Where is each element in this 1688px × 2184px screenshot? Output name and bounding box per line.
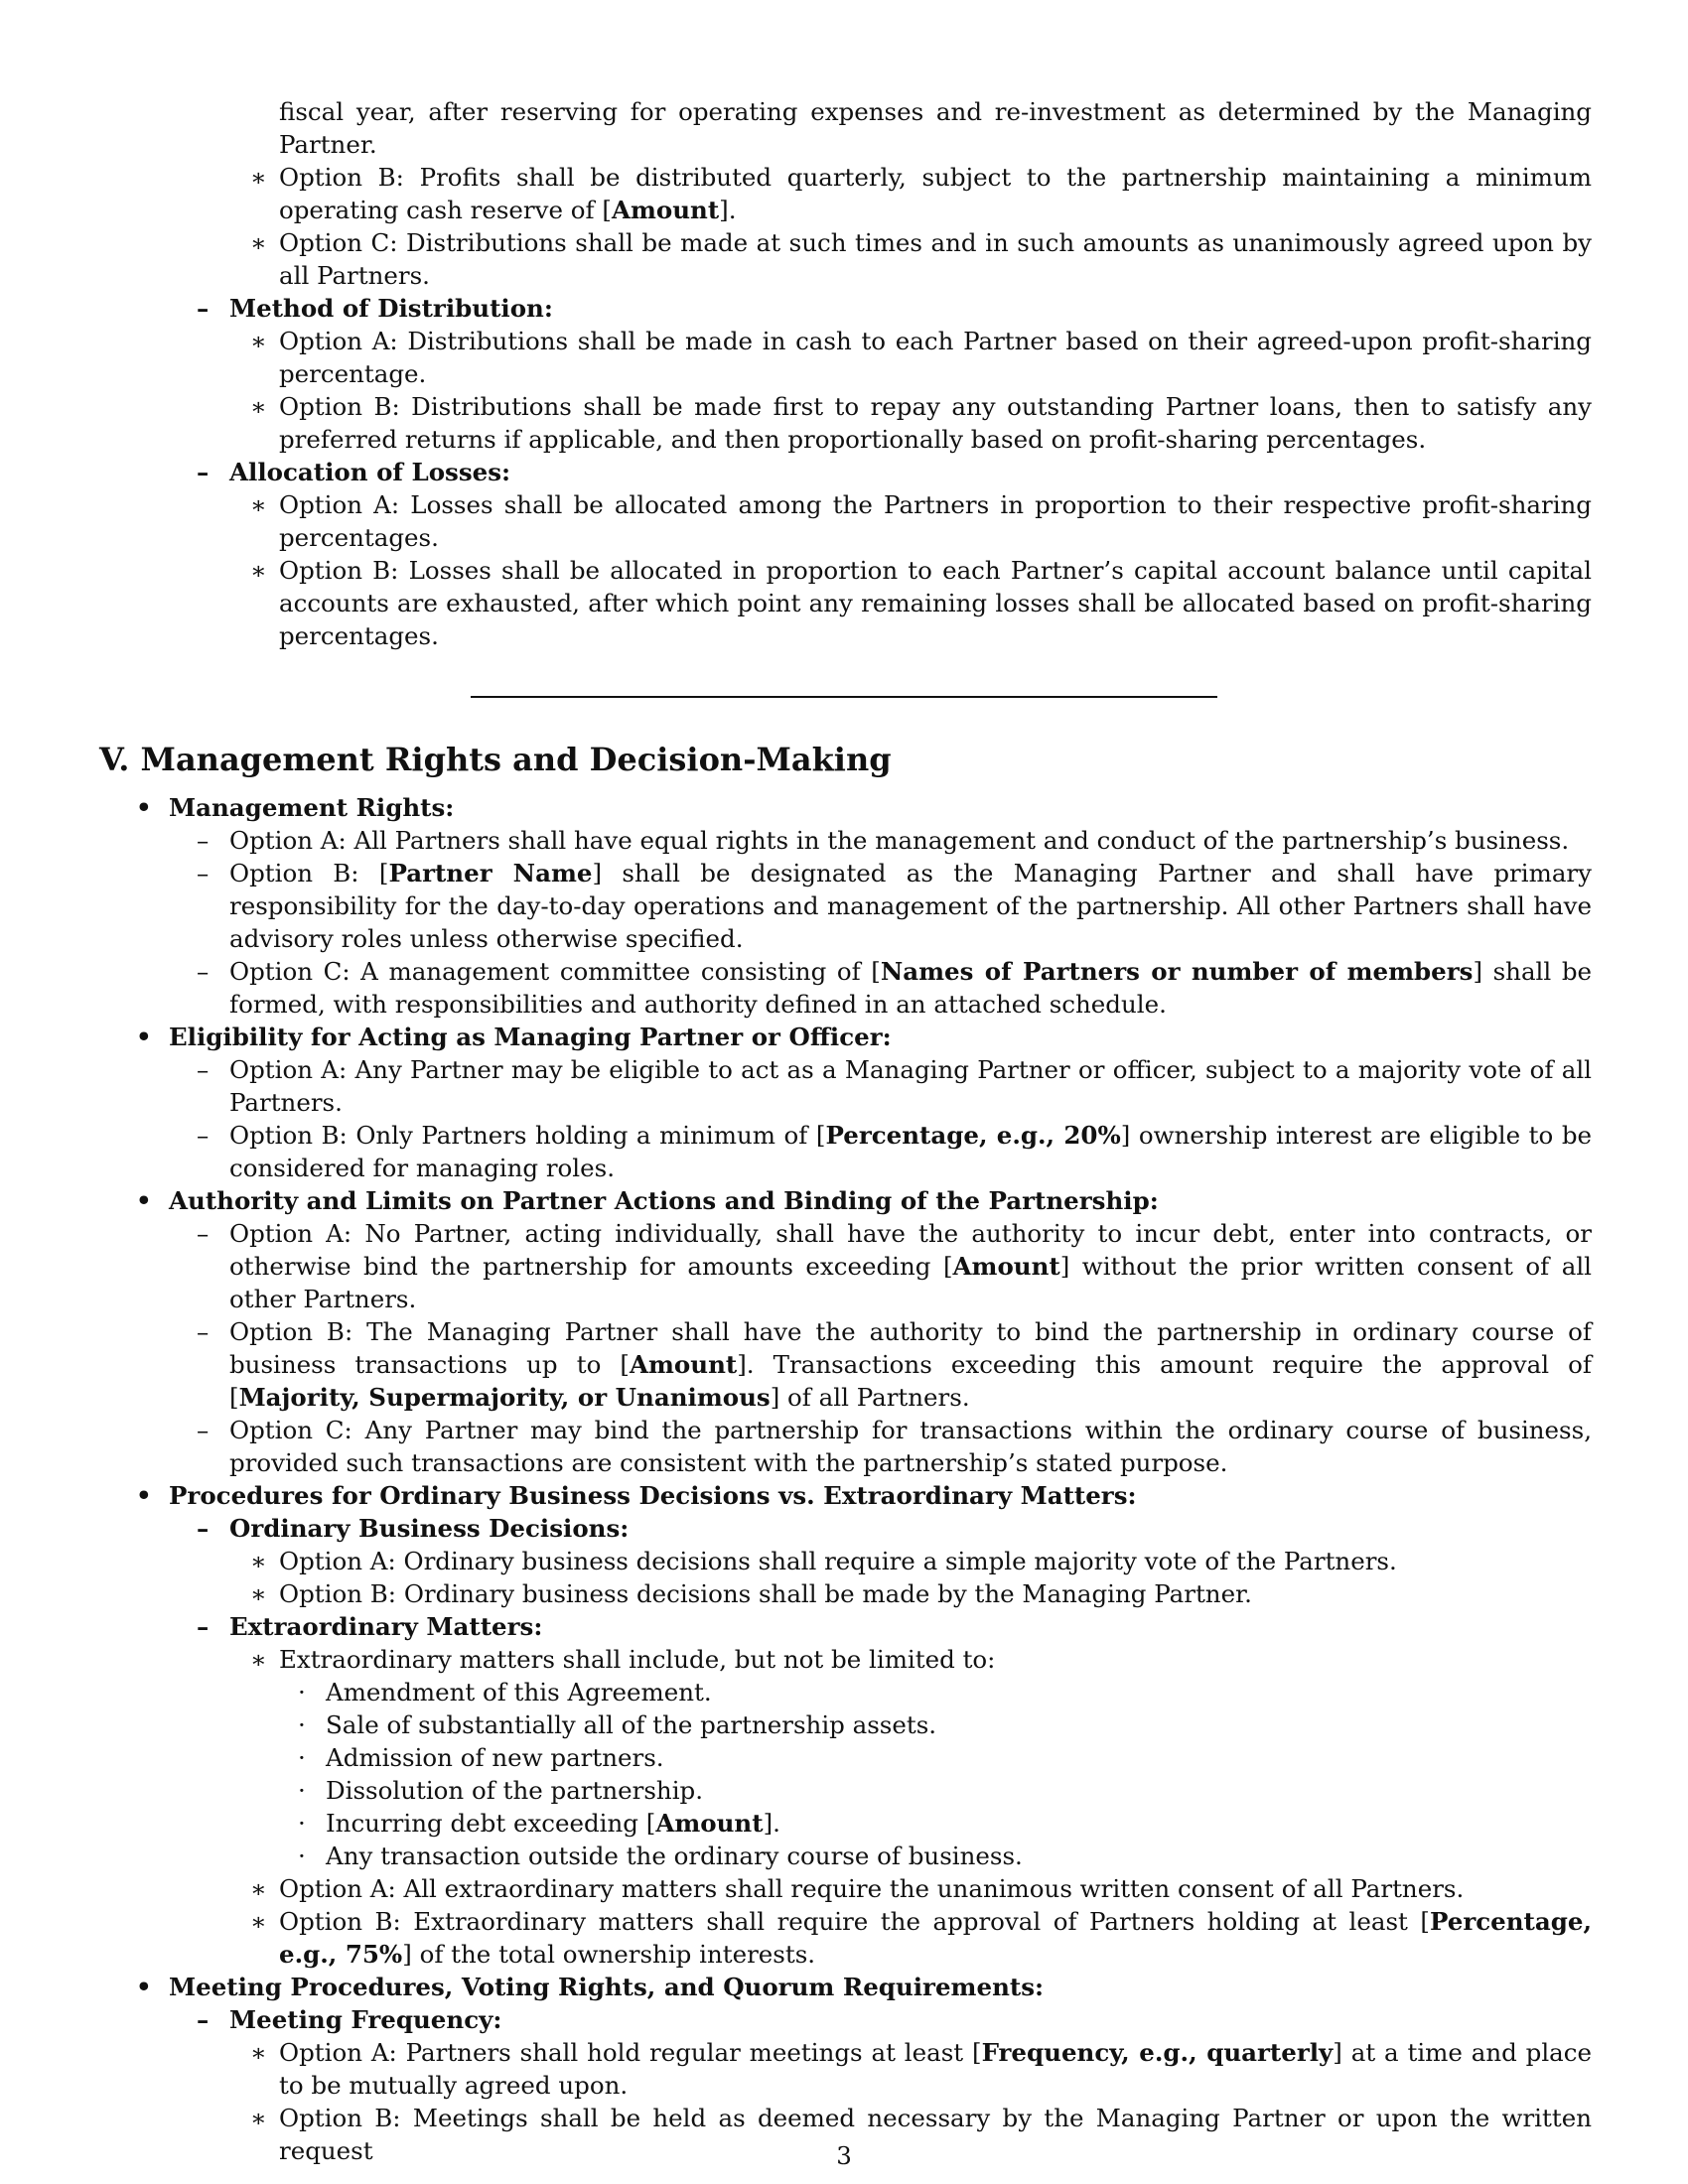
subheading-method-of-distribution: – Method of Distribution: [197,294,553,323]
list-item: · Any transaction outside the ordinary course of business. [298,1842,1023,1870]
star-marker: ∗ [250,228,267,257]
subheading-extraordinary-matters: – Extraordinary Matters: [197,1612,543,1641]
dash-marker: – [197,826,210,855]
option-item: ∗ Option B: Profits shall be distributed quarterly, subject to the partnership maintaining a minimum operating cash reserve of [Amount]. [250,163,1592,224]
star-marker: ∗ [250,2104,267,2132]
dash-marker: – [197,1055,210,1084]
bullet-marker: • [136,1023,152,1051]
heading-procedures: • Procedures for Ordinary Business Decisions vs. Extraordinary Matters: [136,1481,1137,1510]
page-number: 3 [836,2141,852,2170]
heading-management-rights: • Management Rights: [136,793,455,822]
dot-marker: · [298,1809,306,1838]
star-marker: ∗ [250,1547,267,1575]
star-marker: ∗ [250,392,267,421]
option-item: ∗ Option A: All extraordinary matters shall require the unanimous written consent of all Partners. [250,1874,1465,1903]
option-item: ∗ Option B: Ordinary business decisions shall be made by the Managing Partner. [250,1579,1252,1608]
dash-marker: – [197,1416,210,1444]
dot-marker: · [298,1842,306,1870]
dash-marker: – [197,1121,210,1150]
option-item: ∗ Option A: Losses shall be allocated among the Partners in proportion to their respective profit-sharing percentages. [250,490,1592,552]
subheading-meeting-frequency: – Meeting Frequency: [197,2005,502,2034]
bullet-marker: • [136,1973,152,2001]
option-item: – Option B: [Partner Name] shall be designated as the Managing Partner and shall have primary responsibility for the day-to-day operations and management of the partnership. All other Partners shall have advisory roles unless otherwise specified. [197,859,1592,953]
dash-marker: – [197,1612,210,1641]
dash-marker: – [197,957,210,986]
dash-marker: – [197,1317,210,1346]
dash-marker: – [197,458,210,486]
star-marker: ∗ [250,2038,267,2067]
option-item: – Option A: Any Partner may be eligible to act as a Managing Partner or officer, subject to a majority vote of all Partners. [197,1055,1592,1117]
section-title: V. Management Rights and Decision-Making [99,741,892,778]
star-marker: ∗ [250,1645,267,1674]
document-page [99,95,1592,2167]
option-item: ∗ Extraordinary matters shall include, but not be limited to: [250,1645,996,1674]
subheading-ordinary-decisions: – Ordinary Business Decisions: [197,1514,630,1543]
dot-marker: · [298,1743,306,1772]
option-item: ∗ Option A: Partners shall hold regular meetings at least [Frequency, e.g., quarterly] at a time and place to be mutually agreed upon. [250,2038,1593,2100]
star-marker: ∗ [250,490,267,519]
option-item: – Option C: Any Partner may bind the partnership for transactions within the ordinary course of business, provided such transactions are consistent with the partnership’s stated purpose. [197,1416,1592,1477]
list-item: · Admission of new partners. [298,1743,664,1772]
star-marker: ∗ [250,163,267,192]
bullet-marker: • [136,1186,152,1215]
option-item: ∗ Option B: Meetings shall be held as deemed necessary by the Managing Partner or upon the written request [250,2104,1592,2165]
option-item: ∗ Option A: Distributions shall be made in cash to each Partner based on their agreed-upon profit-sharing percentage. [250,327,1592,388]
list-item: · Amendment of this Agreement. [298,1678,712,1706]
star-marker: ∗ [250,556,267,585]
list-item: · Incurring debt exceeding [Amount]. [298,1809,780,1838]
option-text: fiscal year, after reserving for operating expenses and re-investment as determined by the Managing Partner. [279,97,1592,159]
bullet-marker: • [136,793,152,822]
dash-marker: – [197,1514,210,1543]
dot-marker: · [298,1776,306,1805]
option-item: ∗ Option B: Extraordinary matters shall require the approval of Partners holding at least [Percentage, e.g., 75%] of the total ownership interests. [250,1907,1592,1969]
horizontal-rule [471,696,1217,698]
dash-marker: – [197,1219,210,1248]
dot-marker: · [298,1678,306,1706]
dash-marker: – [197,294,210,323]
option-item: – Option C: A management committee consisting of [Names of Partners or number of members] shall be formed, with responsibilities and authority defined in an attached schedule. [197,957,1592,1019]
heading-authority: • Authority and Limits on Partner Actions and Binding of the Partnership: [136,1186,1159,1215]
option-item: ∗ Option B: Losses shall be allocated in proportion to each Partner’s capital account balance until capital accounts are exhausted, after which point any remaining losses shall be allocated based on profit-sharing percentages. [250,556,1592,650]
star-marker: ∗ [250,327,267,355]
list-item: · Sale of substantially all of the partnership assets. [298,1710,937,1739]
dash-marker: – [197,859,210,887]
option-item: – Option A: No Partner, acting individually, shall have the authority to incur debt, enter into contracts, or otherwise bind the partnership for amounts exceeding [Amount] without the prior written consent of all other Partners. [197,1219,1592,1313]
option-item: – Option B: Only Partners holding a minimum of [Percentage, e.g., 20%] ownership interest are eligible to be considered for managing roles. [197,1121,1592,1182]
option-item: ∗ Option C: Distributions shall be made at such times and in such amounts as unanimously agreed upon by all Partners. [250,228,1592,290]
option-item: – Option A: All Partners shall have equal rights in the management and conduct of the partnership’s business. [197,826,1570,855]
option-item: – Option B: The Managing Partner shall have the authority to bind the partnership in ordinary course of business transactions up to [Amount]. Transactions exceeding this amount require the approval of [Majority, Supermajority, or Unanimous] of all Partners. [197,1317,1592,1412]
heading-eligibility: • Eligibility for Acting as Managing Partner or Officer: [136,1023,892,1051]
star-marker: ∗ [250,1874,267,1903]
bullet-marker: • [136,1481,152,1510]
option-item: ∗ Option A: Ordinary business decisions shall require a simple majority vote of the Partners. [250,1547,1397,1575]
subheading-allocation-of-losses: – Allocation of Losses: [197,458,511,486]
dot-marker: · [298,1710,306,1739]
option-item: ∗ Option B: Distributions shall be made first to repay any outstanding Partner loans, then to satisfy any preferred returns if applicable, and then proportionally based on profit-sharing percentages. [250,392,1592,454]
star-marker: ∗ [250,1907,267,1936]
dash-marker: – [197,2005,210,2034]
list-item: · Dissolution of the partnership. [298,1776,704,1805]
star-marker: ∗ [250,1579,267,1608]
heading-meeting-procedures: • Meeting Procedures, Voting Rights, and Quorum Requirements: [136,1973,1045,2001]
